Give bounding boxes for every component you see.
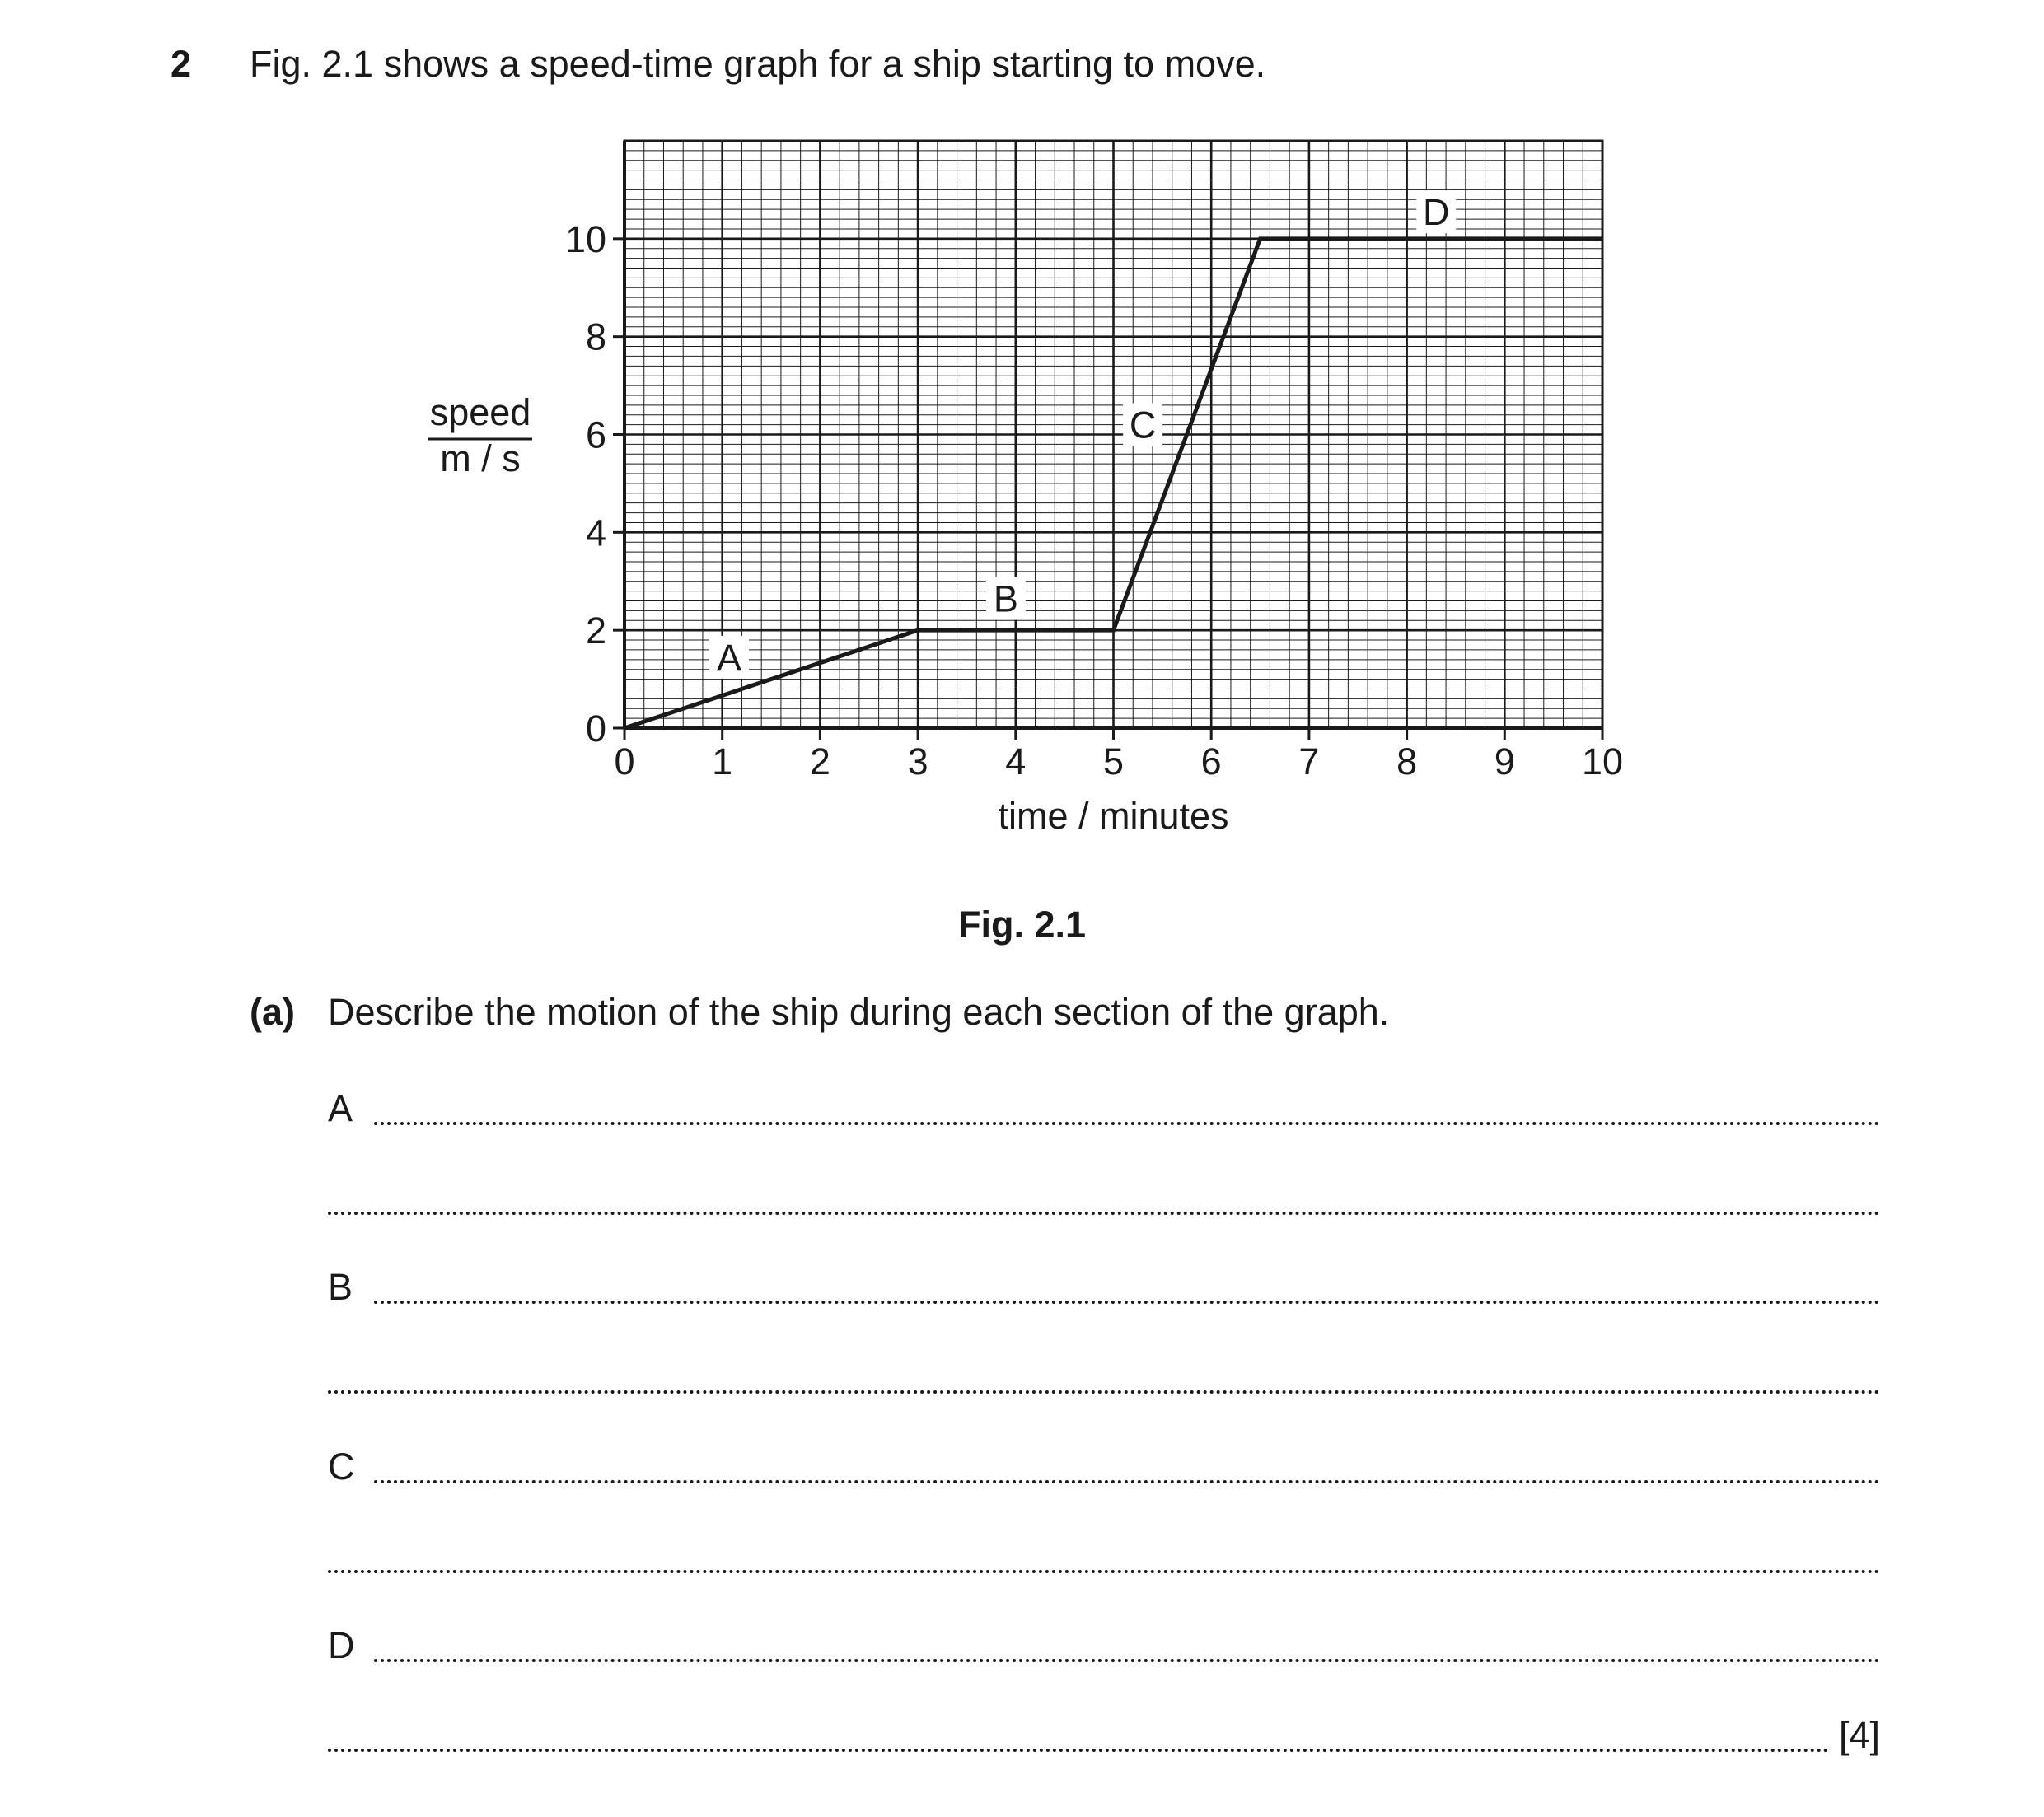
x-tick-label: 0	[614, 740, 635, 782]
question-intro: Fig. 2.1 shows a speed-time graph for a ship starting to move.	[250, 43, 1266, 85]
y-tick-label: 4	[585, 511, 606, 554]
answer-line[interactable]	[374, 1122, 1880, 1125]
answer-row[interactable]	[328, 1084, 1880, 1130]
answer-row[interactable]	[328, 1442, 1880, 1488]
answer-row[interactable]	[328, 1532, 1880, 1578]
section-label: C	[1129, 404, 1157, 446]
answer-line[interactable]	[374, 1480, 1880, 1483]
y-tick-label: 6	[585, 413, 606, 456]
answer-line[interactable]	[374, 1659, 1880, 1662]
answer-line[interactable]	[328, 1749, 1829, 1752]
x-tick-label: 8	[1396, 740, 1418, 782]
y-tick-label: 10	[564, 217, 606, 260]
row-letter: D	[328, 1624, 355, 1666]
marks-indicator: [4]	[1838, 1714, 1880, 1756]
answer-row[interactable]	[328, 1352, 1880, 1399]
part-a-instruction: Describe the motion of the ship during each section of the graph.	[328, 991, 1390, 1033]
x-tick-label: 7	[1298, 740, 1320, 782]
y-axis-label-quantity: speed	[429, 391, 531, 433]
x-tick-label: 2	[809, 740, 830, 782]
x-tick-label: 10	[1581, 740, 1624, 782]
x-tick-label: 1	[712, 740, 733, 782]
question-number: 2	[171, 43, 192, 85]
y-tick-label: 8	[585, 315, 606, 358]
y-tick-label: 0	[585, 708, 606, 750]
part-a-label: (a)	[250, 991, 295, 1033]
answer-row[interactable]	[328, 1621, 1880, 1667]
section-label: D	[1422, 191, 1450, 234]
answer-row[interactable]	[328, 1174, 1880, 1220]
speed-time-graph	[0, 0, 2044, 873]
x-tick-label: 4	[1005, 740, 1027, 782]
x-tick-label: 6	[1200, 740, 1222, 782]
row-letter: A	[328, 1087, 353, 1129]
figure-caption: Fig. 2.1	[957, 904, 1087, 946]
x-tick-label: 9	[1494, 740, 1515, 782]
x-axis-label: time / minutes	[998, 795, 1229, 837]
answer-line[interactable]	[328, 1570, 1880, 1573]
section-label: A	[717, 636, 742, 679]
answer-line[interactable]	[374, 1301, 1880, 1304]
answer-row[interactable]	[328, 1263, 1880, 1309]
answer-line[interactable]	[328, 1390, 1880, 1394]
section-label: B	[993, 577, 1018, 620]
answer-row[interactable]	[328, 1711, 1880, 1757]
x-tick-label: 3	[907, 740, 928, 782]
row-letter: C	[328, 1446, 355, 1488]
y-axis-label-unit: m / s	[440, 437, 521, 479]
y-tick-label: 2	[585, 610, 606, 652]
row-letter: B	[328, 1266, 353, 1308]
answer-line[interactable]	[328, 1212, 1880, 1215]
x-tick-label: 5	[1102, 740, 1125, 782]
